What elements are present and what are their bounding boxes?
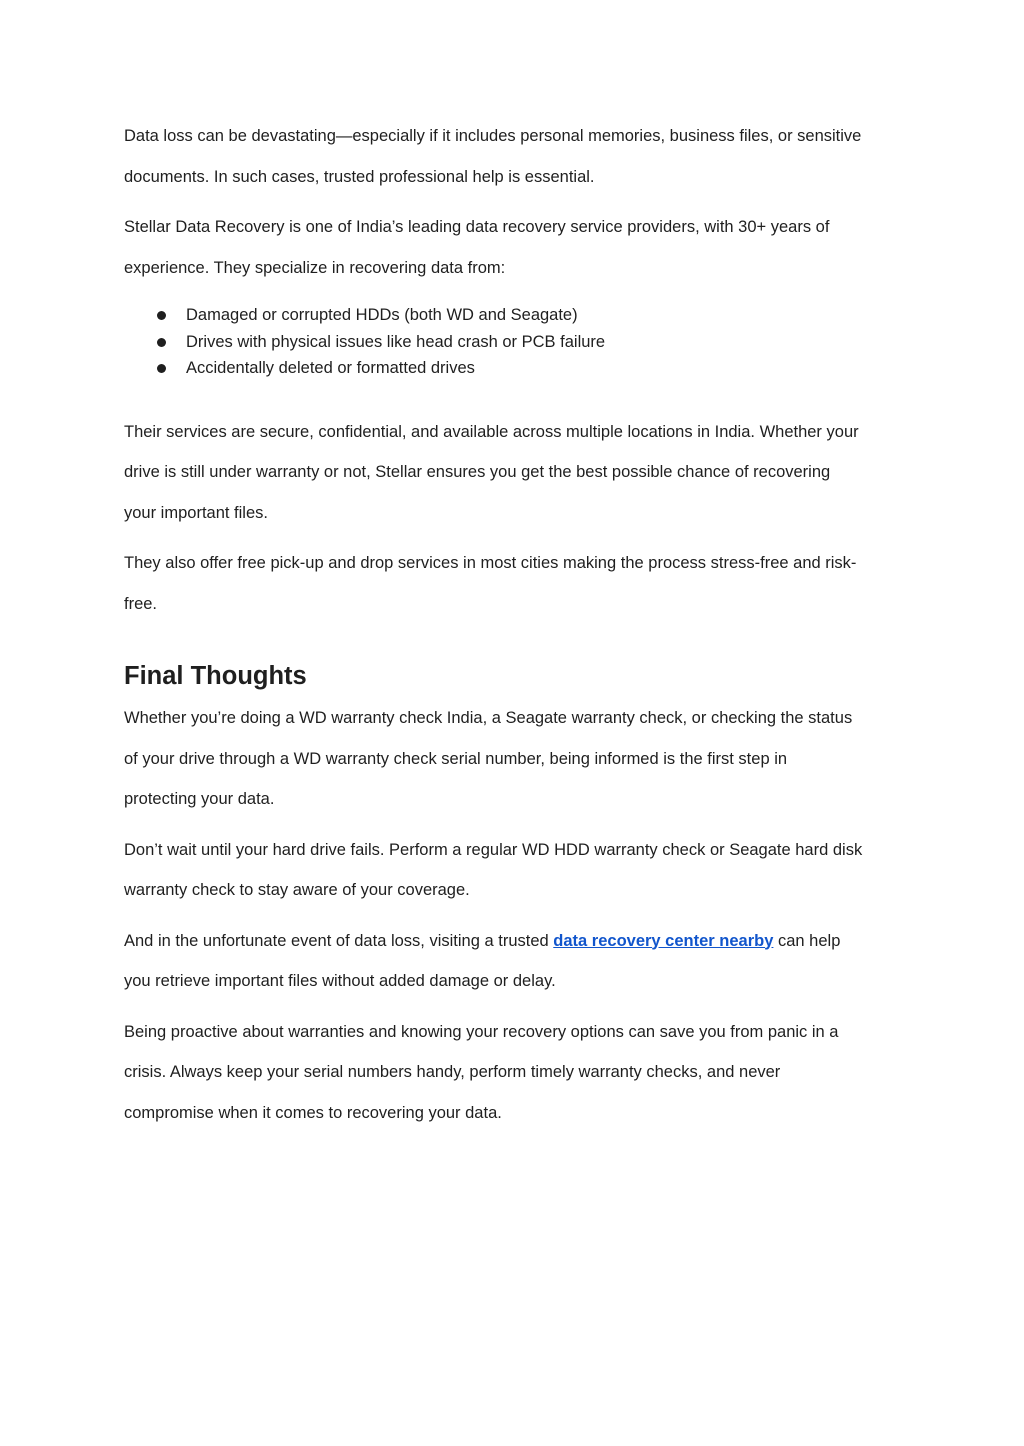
intro-paragraph-2: Stellar Data Recovery is one of India’s leading data recovery service providers, with 30+ years of experience. They specialize in recovering data from:: [124, 218, 830, 277]
list-item-text: Damaged or corrupted HDDs (both WD and Seagate): [186, 306, 578, 324]
bullet-icon: [157, 338, 166, 347]
final-paragraph-3-start: And in the unfortunate event of data loss, visiting a trusted: [124, 931, 554, 950]
services-paragraph-2: They also offer free pick-up and drop services in most cities making the process stress-free and risk-free.: [124, 554, 857, 613]
final-paragraph-2: Don’t wait until your hard drive fails. Perform a regular WD HDD warranty check or Seagate hard disk warranty check to stay aware of your coverage.: [124, 840, 863, 899]
document-page: [124, 116, 864, 1133]
list-item: [124, 329, 864, 356]
intro-paragraph-1: Data loss can be devastating—especially if it includes personal memories, business files, or sensitive documents. In such cases, trusted professional help is essential.: [124, 127, 862, 186]
list-item-text: Accidentally deleted or formatted drives: [186, 359, 475, 377]
services-paragraph-1: Their services are secure, confidential, and available across multiple locations in India. Whether your drive is still under warranty or not, Stellar ensures you get the best possible chance of recovering your important files.: [124, 422, 859, 522]
list-item: [124, 302, 864, 329]
final-paragraph-4: Being proactive about warranties and knowing your recovery options can save you from panic in a crisis. Always keep your serial numbers handy, perform timely warranty checks, and never compromise when it comes to recovering your data.: [124, 1022, 839, 1122]
bullet-icon: [157, 311, 166, 320]
bullet-icon: [157, 364, 166, 373]
final-paragraph-1: Whether you’re doing a WD warranty check India, a Seagate warranty check, or checking the status of your drive through a WD warranty check serial number, being informed is the first step in protecting your data.: [124, 709, 853, 808]
list-item: [124, 355, 864, 382]
final-paragraph-3: [124, 921, 864, 1002]
data-recovery-center-link[interactable]: data recovery center nearby: [553, 931, 774, 950]
recovery-list: [124, 302, 864, 382]
final-thoughts-heading: Final Thoughts: [124, 662, 307, 690]
list-item-text: Drives with physical issues like head crash or PCB failure: [186, 332, 606, 351]
final-paragraph-3-end: can help you retrieve important files without added damage or delay.: [124, 931, 841, 990]
